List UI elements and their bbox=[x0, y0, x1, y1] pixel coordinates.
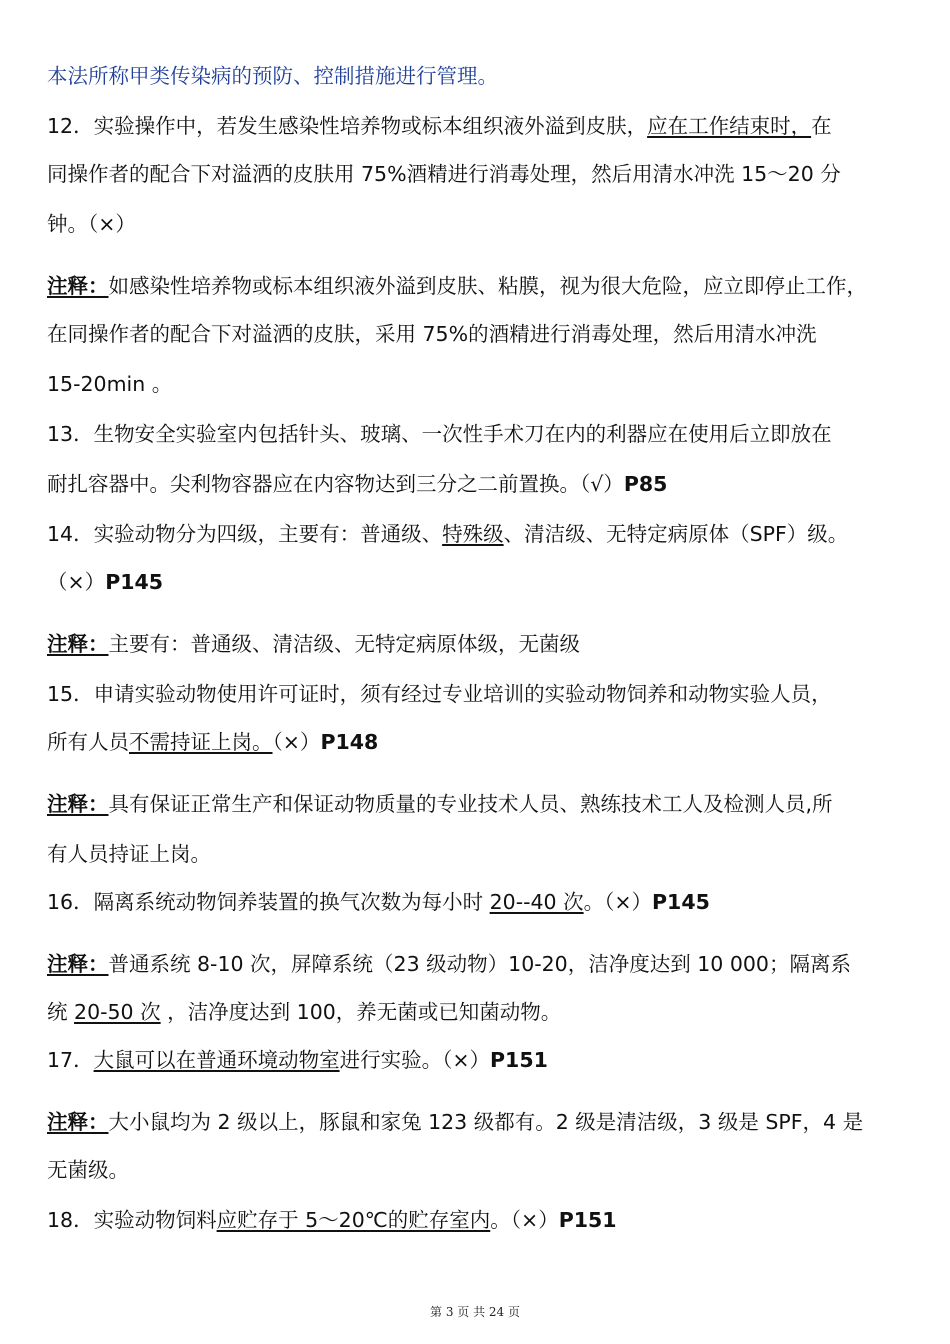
text-segment: 15-20min 。 bbox=[47, 372, 173, 396]
text-line bbox=[47, 1108, 863, 1136]
text-segment: ，洁净度达到 100，养无菌或已知菌动物。 bbox=[160, 1000, 562, 1024]
text-line bbox=[47, 950, 851, 978]
text-segment: 有人员持证上岗。 bbox=[47, 842, 211, 866]
text-segment: 如感染性培养物或标本组织液外溢到皮肤、粘膜，视为很大危险，应立即停止工作， bbox=[108, 274, 867, 298]
text-segment: 所有人员 bbox=[47, 730, 129, 754]
note-label: 注释： bbox=[47, 1110, 109, 1134]
text-segment: P145 bbox=[105, 570, 164, 594]
text-segment: 20--40 次 bbox=[489, 890, 584, 914]
text-segment: 14．实验动物分为四级，主要有：普通级、 bbox=[47, 522, 443, 546]
text-segment: 在同操作者的配合下对溢洒的皮肤，采用 75%的酒精进行消毒处理，然后用清水冲洗 bbox=[47, 322, 817, 346]
text-segment: 大鼠可以在普通环境动物室 bbox=[93, 1048, 340, 1072]
text-line bbox=[47, 728, 378, 756]
text-segment: 在 bbox=[811, 114, 832, 138]
text-segment: P148 bbox=[320, 730, 379, 754]
text-line bbox=[47, 370, 172, 398]
text-line bbox=[47, 62, 498, 90]
text-line bbox=[47, 840, 211, 868]
text-segment: 进行实验。（×） bbox=[339, 1048, 491, 1072]
text-segment: 主要有：普通级、清洁级、无特定病原体级，无菌级 bbox=[108, 632, 580, 656]
text-line bbox=[47, 272, 867, 300]
text-line bbox=[47, 112, 832, 140]
note-label: 注释： bbox=[47, 952, 109, 976]
text-segment: 应贮存于 5～20℃的贮存室内 bbox=[216, 1208, 491, 1232]
note-label: 注释： bbox=[47, 792, 109, 816]
text-line bbox=[47, 888, 710, 916]
text-segment: 本法所称甲类传染病的预防、控制措施进行管理。 bbox=[47, 64, 498, 88]
text-segment: （×） bbox=[272, 730, 321, 754]
note-label: 注释： bbox=[47, 632, 109, 656]
text-segment: 统 bbox=[47, 1000, 75, 1024]
text-line bbox=[47, 320, 817, 348]
text-line bbox=[47, 160, 841, 188]
text-line bbox=[47, 210, 136, 238]
text-segment: P85 bbox=[623, 472, 668, 496]
text-segment: 大小鼠均为 2 级以上，豚鼠和家兔 123 级都有。2 级是清洁级，3 级是 SPF，4 是 bbox=[108, 1110, 864, 1134]
text-segment: 同操作者的配合下对溢洒的皮肤用 75%酒精进行消毒处理，然后用清水冲洗 15～20 分 bbox=[47, 162, 841, 186]
text-segment: 17． bbox=[47, 1048, 94, 1072]
text-segment: 应在工作结束时， bbox=[647, 114, 812, 138]
text-segment: 16．隔离系统动物饲养装置的换气次数为每小时 bbox=[47, 890, 490, 914]
text-segment: 12．实验操作中，若发生感染性培养物或标本组织液外溢到皮肤， bbox=[47, 114, 648, 138]
note-label: 注释： bbox=[47, 274, 109, 298]
text-line bbox=[47, 998, 561, 1026]
text-line bbox=[47, 470, 667, 498]
text-line bbox=[47, 520, 848, 548]
text-segment: 18．实验动物饲料 bbox=[47, 1208, 217, 1232]
text-segment: 耐扎容器中。尖利物容器应在内容物达到三分之二前置换。（√） bbox=[47, 472, 624, 496]
text-segment: 不需持证上岗。 bbox=[129, 730, 273, 754]
page-footer: 第 3 页 共 24 页 bbox=[430, 1305, 520, 1319]
text-segment: P151 bbox=[558, 1208, 617, 1232]
text-segment: 具有保证正常生产和保证动物质量的专业技术人员、熟练技术工人及检测人员,所 bbox=[108, 792, 833, 816]
text-segment: 。（×） bbox=[583, 890, 653, 914]
text-segment: 13．生物安全实验室内包括针头、玻璃、一次性手术刀在内的利器应在使用后立即放在 bbox=[47, 422, 832, 446]
text-line bbox=[47, 1156, 129, 1184]
text-line bbox=[47, 790, 833, 818]
text-segment: 特殊级 bbox=[442, 522, 504, 546]
text-segment: 普通系统 8-10 次，屏障系统（23 级动物）10-20，洁净度达到 10 000；隔离系 bbox=[108, 952, 851, 976]
text-segment: 无菌级。 bbox=[47, 1158, 129, 1182]
text-line bbox=[47, 1206, 617, 1234]
text-segment: 15．申请实验动物使用许可证时，须有经过专业培训的实验动物饲养和动物实验人员， bbox=[47, 682, 832, 706]
text-segment: （×） bbox=[47, 570, 106, 594]
text-segment: 20-50 次 bbox=[74, 1000, 161, 1024]
text-line bbox=[47, 1046, 548, 1074]
text-line bbox=[47, 420, 832, 448]
text-segment: P145 bbox=[652, 890, 710, 914]
text-line bbox=[47, 568, 163, 596]
text-segment: 。（×） bbox=[490, 1208, 559, 1232]
text-line bbox=[47, 630, 580, 658]
text-segment: P151 bbox=[490, 1048, 548, 1072]
text-line bbox=[47, 680, 832, 708]
text-segment: 钟。（×） bbox=[47, 212, 136, 236]
text-segment: 、清洁级、无特定病原体（SPF）级。 bbox=[503, 522, 849, 546]
